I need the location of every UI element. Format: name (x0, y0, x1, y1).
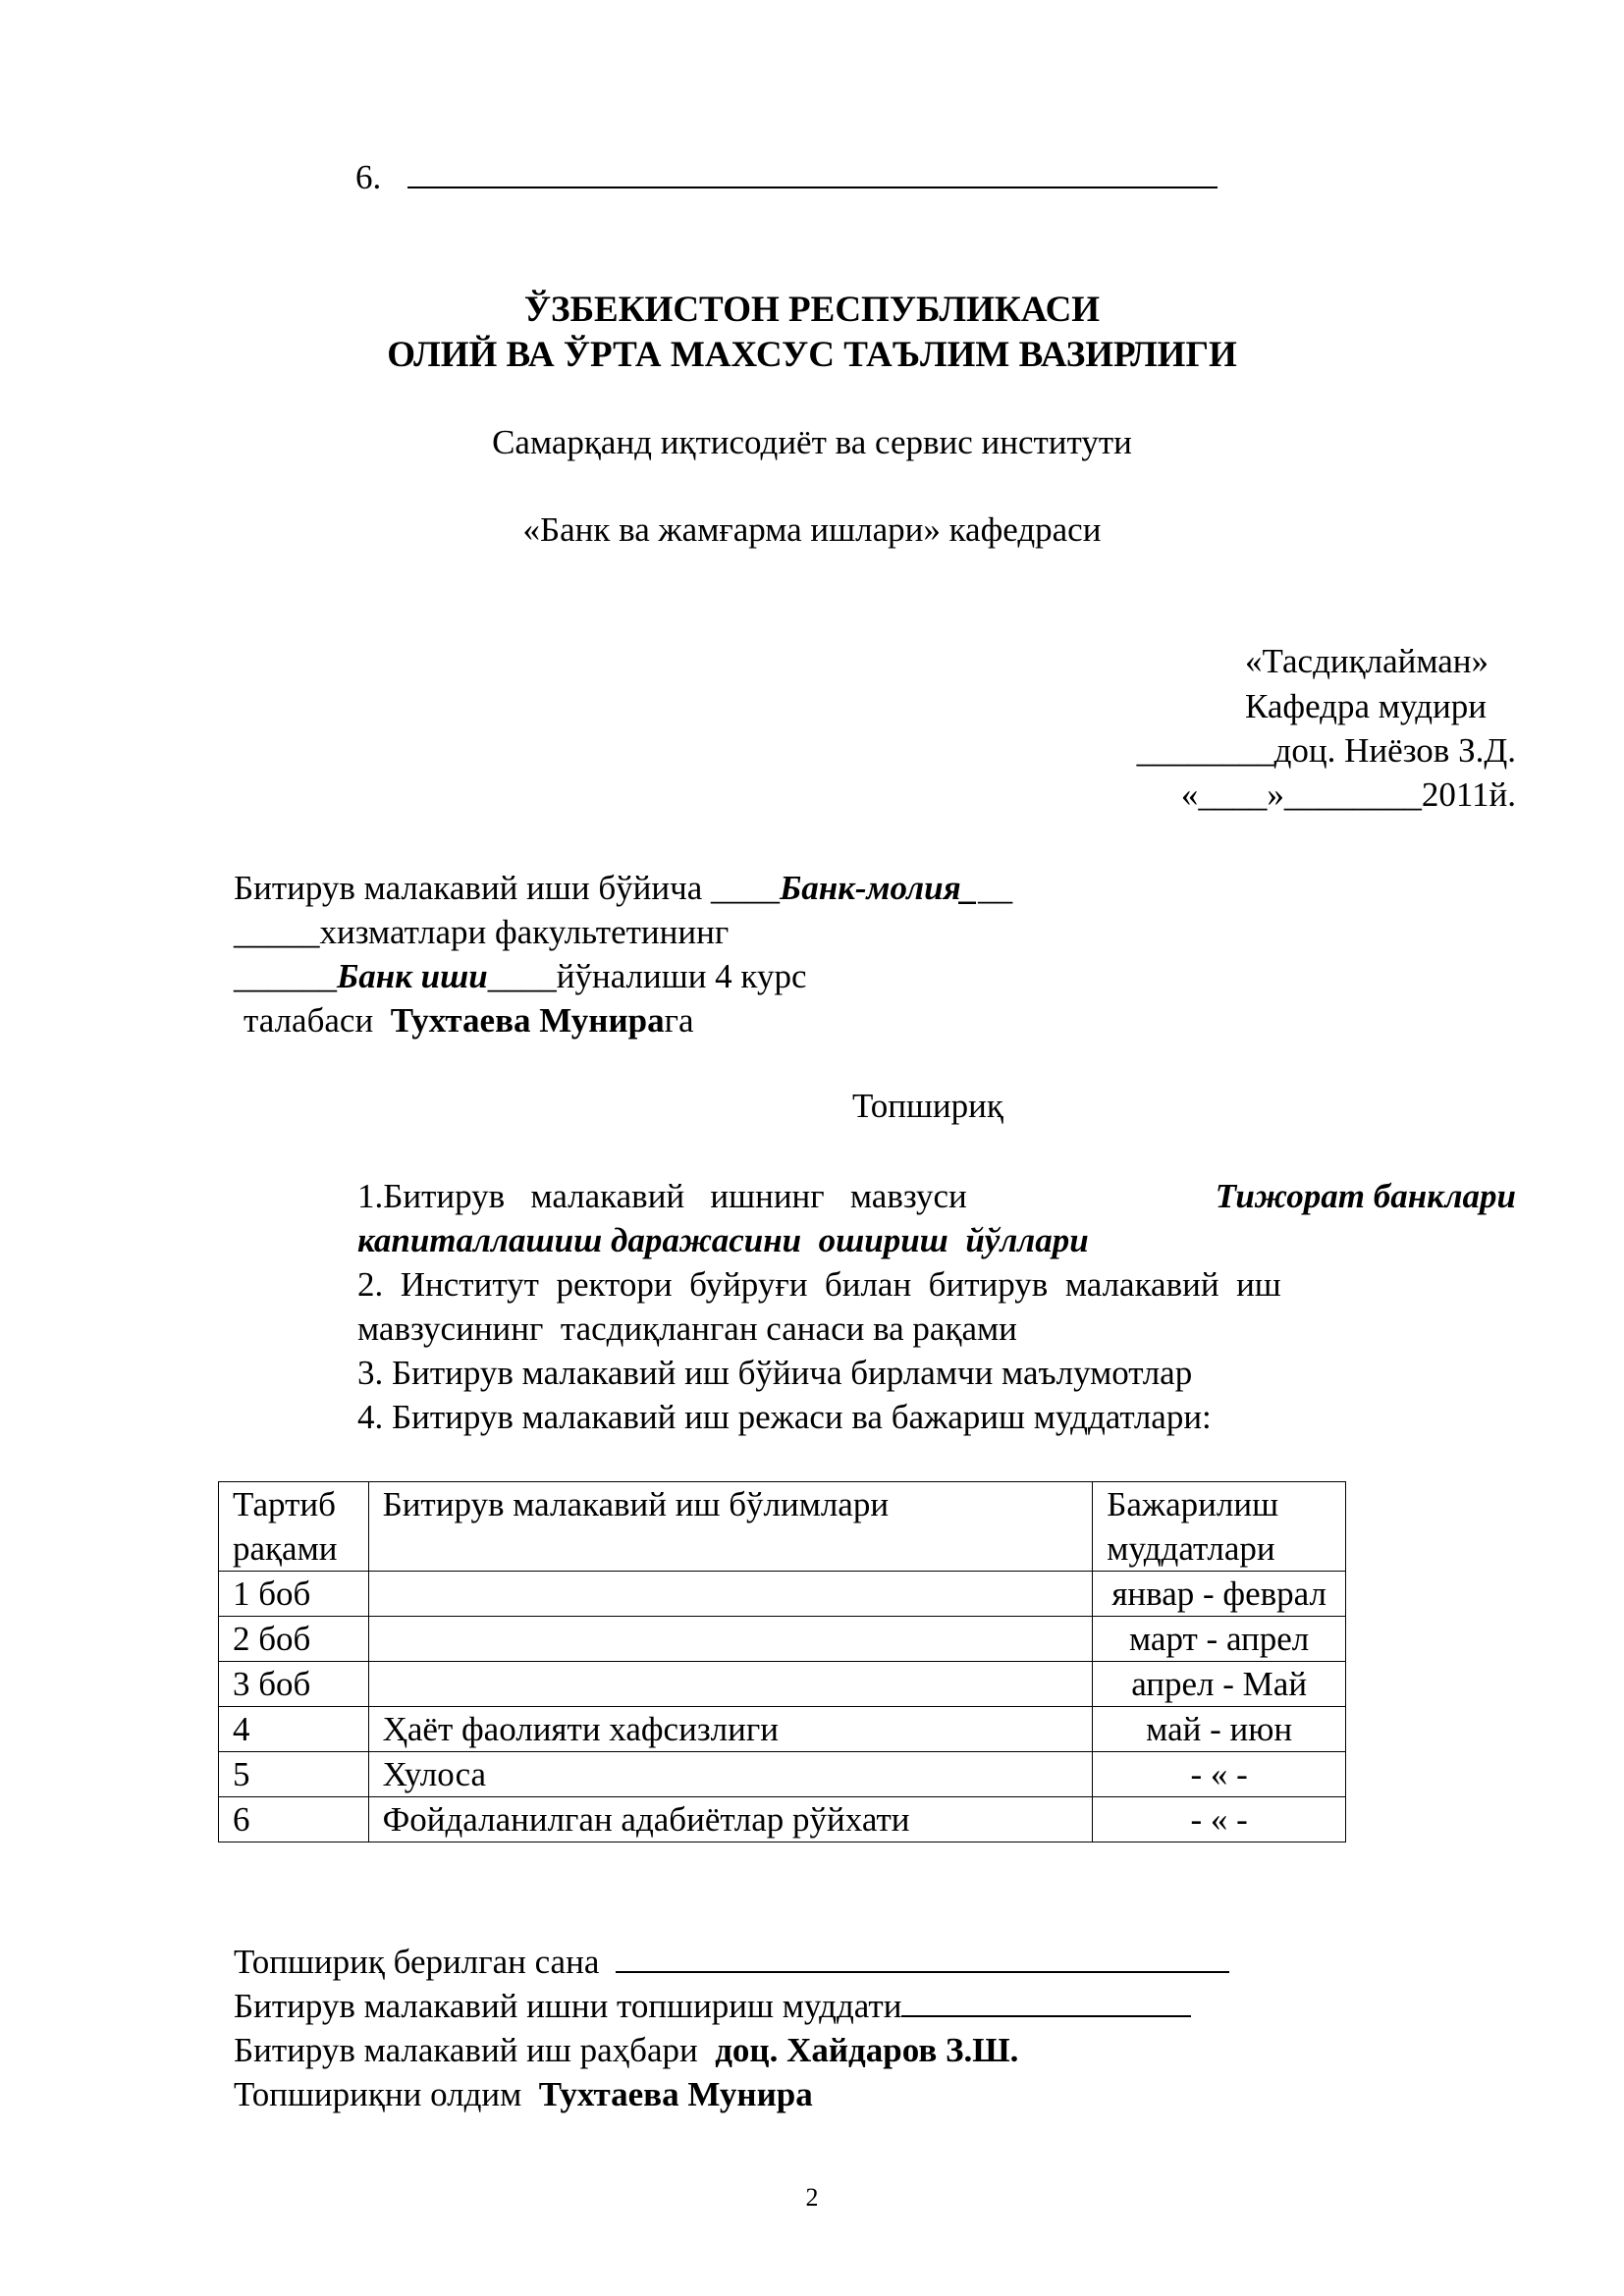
row-section (368, 1572, 1093, 1617)
department-name: «Банк ва жамғарма ишлари» кафедраси (522, 510, 1102, 549)
header-number: Тартиб рақами (219, 1482, 369, 1572)
approval-title: «Тасдиқлайман» (1245, 642, 1489, 680)
item-2-line-2: мавзусининг тасдиқланган санаси ва рақами (357, 1309, 1017, 1348)
row-section (368, 1617, 1093, 1662)
student-line-3 (234, 954, 806, 998)
ministry-line-2: ОЛИЙ ВА ЎРТА МАХСУС ТАЪЛИМ ВАЗИРЛИГИ (387, 335, 1237, 375)
row-period: январ - феврал (1093, 1572, 1346, 1617)
date-given-blank (616, 1944, 1229, 1973)
blank-line (407, 159, 1218, 188)
date-given-line (234, 1940, 1229, 1984)
plan-table (218, 1481, 1346, 1842)
row-number: 6 (219, 1797, 369, 1842)
table-row (219, 1572, 1346, 1617)
header-section: Битирув малакавий иш бўлимлари (368, 1482, 1093, 1572)
row-period: март - апрел (1093, 1617, 1346, 1662)
supervisor-name: доц. Хайдаров З.Ш. (715, 2031, 1019, 2069)
row-number: 4 (219, 1707, 369, 1752)
student-line-3-prefix: ______ (234, 957, 337, 995)
supervisor-label: Битирув малакавий иш раҳбари (234, 2031, 716, 2069)
item-3: 3. Битирув малакавий иш бўйича бирламчи маълумотлар (357, 1354, 1193, 1392)
institute-name: Самарқанд иқтисодиёт ва сервис институти (492, 423, 1132, 461)
student-line-1-prefix: Битирув малакавий иши бўйича ____ (234, 869, 780, 907)
item-1-prefix: 1.Битирув малакавий ишнинг мавзуси (357, 1177, 967, 1215)
row-number: 1 боб (219, 1572, 369, 1617)
row-section: Фойдаланилган адабиётлар рўйхати (368, 1797, 1093, 1842)
row-section: Хулоса (368, 1752, 1093, 1797)
item-1-topic-b: капиталлашиш даражасини ошириш йўллари (357, 1221, 1089, 1259)
row-section: Ҳаёт фаолияти хафсизлиги (368, 1707, 1093, 1752)
student-line-1-suffix: __ (978, 869, 1013, 907)
student-line-4-prefix: талабаси (244, 1001, 391, 1040)
student-line-2: _____хизматлари факультетининг (234, 913, 730, 951)
row-section (368, 1662, 1093, 1707)
row-period: май - июн (1093, 1707, 1346, 1752)
deadline-blank (901, 1988, 1191, 2017)
table-row (219, 1707, 1346, 1752)
received-name: Тухтаева Мунира (538, 2075, 813, 2113)
student-line-1 (234, 866, 1012, 910)
row-period: - « - (1093, 1752, 1346, 1797)
row-period: - « - (1093, 1797, 1346, 1842)
approval-position: Кафедра мудири (1245, 687, 1487, 725)
ministry-line-1: ЎЗБЕКИСТОН РЕСПУБЛИКАСИ (523, 290, 1101, 330)
header-period: Бажарилиш муддатлари (1093, 1482, 1346, 1572)
header-item-number: 6. (355, 158, 382, 196)
task-title: Топшириқ (852, 1087, 1003, 1125)
header-item (355, 155, 1218, 199)
student-line-3-suffix: ____йўналиши 4 курс (487, 957, 807, 995)
row-number: 5 (219, 1752, 369, 1797)
received-label: Топшириқни олдим (234, 2075, 539, 2113)
student-line-4-suffix: га (664, 1001, 694, 1040)
faculty-name: Банк-молия_ (779, 869, 979, 907)
approval-date: «____»________2011й. (1180, 775, 1516, 814)
supervisor-line (234, 2028, 1018, 2072)
received-line (234, 2072, 813, 2116)
deadline-label: Битирув малакавий ишни топшириш муддати (234, 1987, 902, 2025)
student-line-4 (244, 998, 693, 1042)
item-1 (357, 1174, 1516, 1218)
deadline-line (234, 1984, 1191, 2028)
table-row (219, 1617, 1346, 1662)
page-number: 2 (805, 2183, 819, 2212)
item-1-topic-a: Тижорат банклари (1215, 1177, 1516, 1215)
row-number: 3 боб (219, 1662, 369, 1707)
table-row (219, 1752, 1346, 1797)
table-row (219, 1662, 1346, 1707)
table-row (219, 1797, 1346, 1842)
item-2-line-1: 2. Институт ректори буйруғи билан битирув малакавий иш (357, 1265, 1281, 1304)
row-number: 2 боб (219, 1617, 369, 1662)
direction-name: Банк иши (337, 957, 488, 995)
date-given-label: Топшириқ берилган сана (234, 1943, 600, 1981)
student-name: Тухтаева Мунира (390, 1001, 665, 1040)
item-4: 4. Битирув малакавий иш режаси ва бажариш муддатлари: (357, 1398, 1212, 1436)
approval-signature: ________доц. Ниёзов З.Д. (1136, 731, 1516, 770)
row-period: апрел - Май (1093, 1662, 1346, 1707)
table-header-row (219, 1482, 1346, 1572)
